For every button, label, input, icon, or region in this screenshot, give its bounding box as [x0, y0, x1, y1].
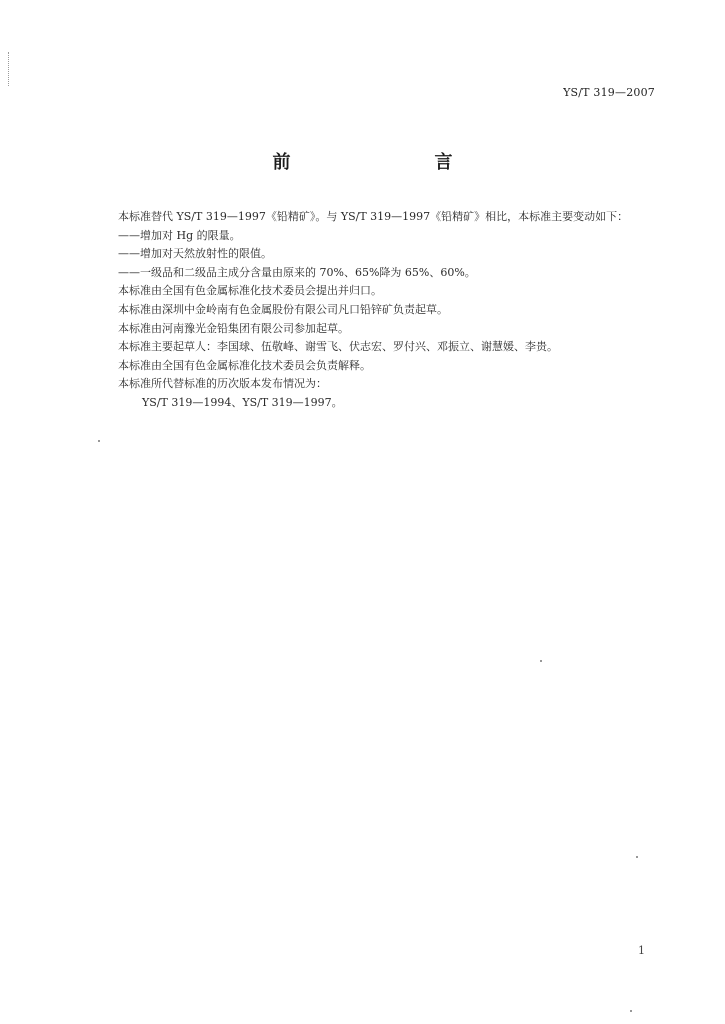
change-item-radioactivity: ——增加对天然放射性的限值。 — [118, 247, 272, 261]
scan-speck — [636, 856, 638, 858]
paragraph-co-drafter: 本标准由河南豫光金铅集团有限公司参加起草。 — [118, 321, 349, 335]
paragraph-proposer: 本标准由全国有色金属标准化技术委员会提出并归口。 — [118, 284, 382, 298]
paragraph-drafter: 本标准由深圳中金岭南有色金属股份有限公司凡口铅锌矿负责起草。 — [118, 302, 448, 316]
standard-code: YS/T 319—2007 — [563, 86, 655, 99]
paragraph-authors: 本标准主要起草人：李国球、伍敬峰、谢雪飞、伏志宏、罗付兴、邓振立、谢慧媛、李贵。 — [118, 340, 558, 354]
change-item-grade-content: ——一级品和二级品主成分含量由原来的 70%、65%降为 65%、60%。 — [118, 265, 476, 279]
scan-speck — [540, 660, 542, 662]
preface-body — [118, 208, 678, 413]
scan-speck — [630, 1010, 632, 1012]
change-item-hg: ——增加对 Hg 的限量。 — [118, 228, 241, 242]
binding-margin-marks — [8, 52, 11, 86]
paragraph-replacement: 本标准替代 YS/T 319—1997《铅精矿》。与 YS/T 319—1997《铅精矿》相比，本标准主要变动如下： — [118, 210, 629, 223]
page-number: 1 — [638, 944, 645, 957]
paragraph-history-versions: YS/T 319—1994、YS/T 319—1997。 — [142, 395, 343, 409]
paragraph-interpretation: 本标准由全国有色金属标准化技术委员会负责解释。 — [118, 358, 371, 372]
paragraph-history-intro: 本标准所代替标准的历次版本发布情况为： — [118, 377, 327, 391]
scan-speck — [98, 440, 100, 442]
page-title: 前 言 — [272, 152, 489, 173]
